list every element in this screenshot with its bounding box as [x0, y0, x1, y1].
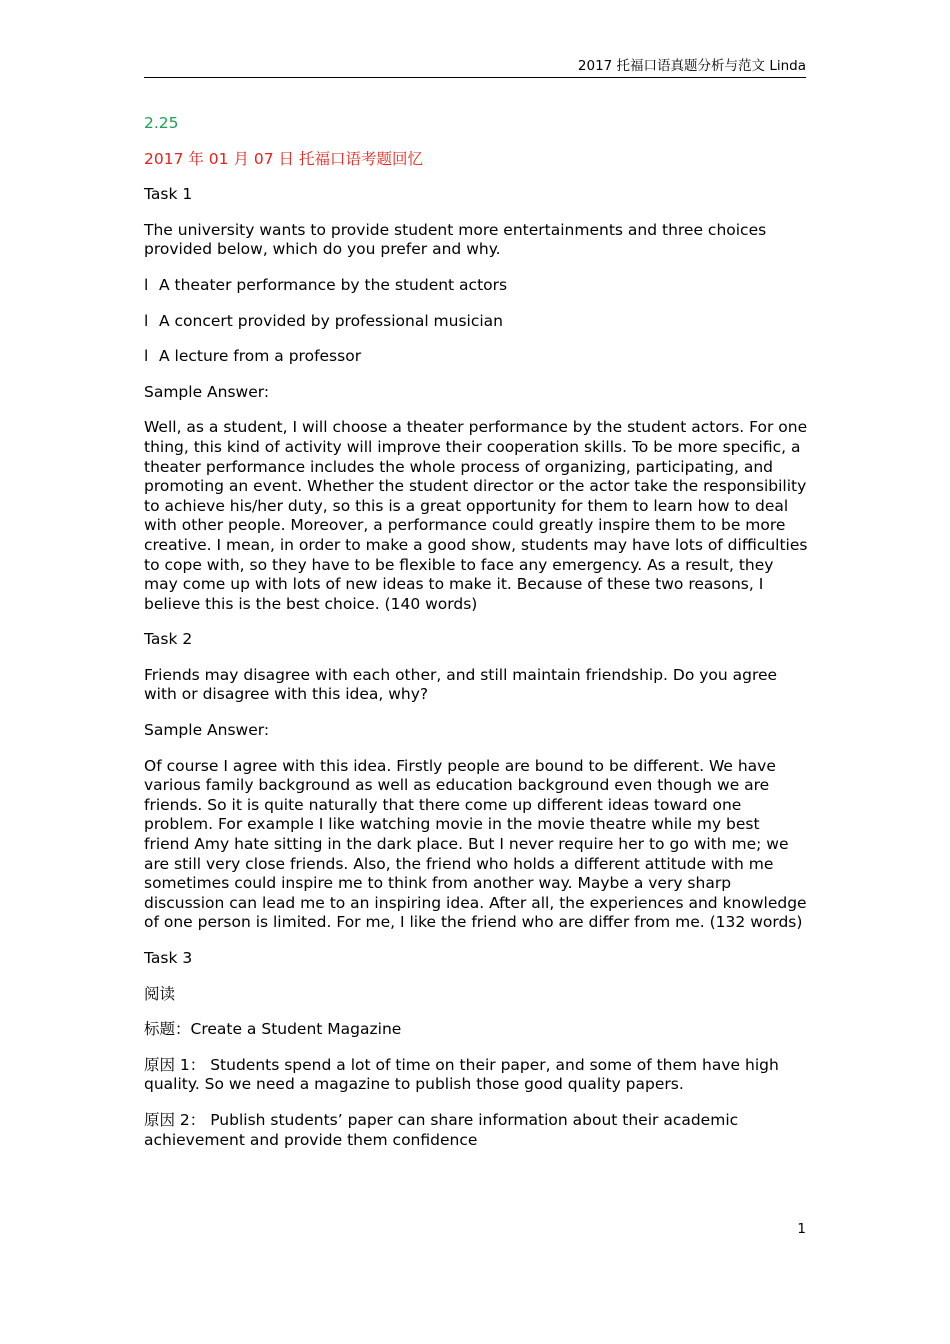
task1-sample-label: Sample Answer:	[144, 382, 270, 401]
task1-label: Task 1	[144, 185, 193, 204]
document-body	[144, 114, 808, 1166]
exam-date-title: 2017 年 01 月 07 日 托福口语考题回忆	[144, 149, 423, 168]
bullet-mark: l	[144, 275, 149, 294]
section-number: 2.25	[144, 114, 179, 132]
task2-sample-label: Sample Answer:	[144, 721, 270, 740]
task3-reason-2: 原因 2： Publish students’ paper can share information about their academic achievement and provide them confidence	[144, 1110, 739, 1149]
task1-question: The university wants to provide student more entertainments and three choices provided below, which do you prefer and why.	[144, 220, 767, 259]
page-header	[144, 56, 806, 78]
bullet-mark: l	[144, 347, 149, 366]
task3-label: Task 3	[144, 949, 193, 967]
header-title: 2017 托福口语真题分析与范文 Linda	[577, 58, 806, 74]
task1-option	[144, 347, 808, 367]
task2-label: Task 2	[144, 630, 193, 649]
task3-reason-1: 原因 1： Students spend a lot of time on their paper, and some of them have high quality. So we need a magazine to publish those good quality papers.	[144, 1055, 779, 1094]
task2-answer: Of course I agree with this idea. Firstly people are bound to be different. We have various family background as well as education background even though we are friends. So it is quite naturally that there come up different ideas toward one problem. For example I like watching movie in the movie theatre while my best friend Amy hate sitting in the dark place. But I never require her to go with me; we are still very close friends. Also, the friend who holds a different attitude with me sometimes could inspire me to think from another way. Maybe a very sharp discussion can lead me to an inspiring idea. After all, the experiences and knowledge of one person is limited. For me, I like the friend who are differ from me. (132 words)	[144, 756, 807, 932]
task1-answer: Well, as a student, I will choose a theater performance by the student actors. For one thing, this kind of activity will improve their cooperation skills. To be more specific, a theater performance includes the whole process of organizing, participating, and promoting an event. Whether the student director or the actor take the responsibility to achieve his/her duty, so this is a great opportunity for them to learn how to deal with other people. Moreover, a performance could greatly inspire them to be more creative. I mean, in order to make a good show, students may have lots of difficulties to cope with, so they have to be flexible to face any emergency. As a result, they may come up with lots of new ideas to make it. Because of these two reasons, I believe this is the best choice. (140 words)	[144, 418, 808, 613]
page-number: 1	[797, 1221, 806, 1237]
task3-reading-label: 阅读	[144, 984, 176, 1003]
task1-option	[144, 276, 808, 296]
task2-question: Friends may disagree with each other, and still maintain friendship. Do you agree with or disagree with this idea, why?	[144, 665, 778, 704]
task1-option	[144, 312, 808, 332]
option-text: A concert provided by professional musician	[159, 311, 504, 330]
bullet-mark: l	[144, 311, 149, 330]
task3-title-line: 标题：Create a Student Magazine	[144, 1020, 402, 1039]
option-text: A lecture from a professor	[159, 347, 362, 366]
option-text: A theater performance by the student actors	[159, 275, 508, 294]
